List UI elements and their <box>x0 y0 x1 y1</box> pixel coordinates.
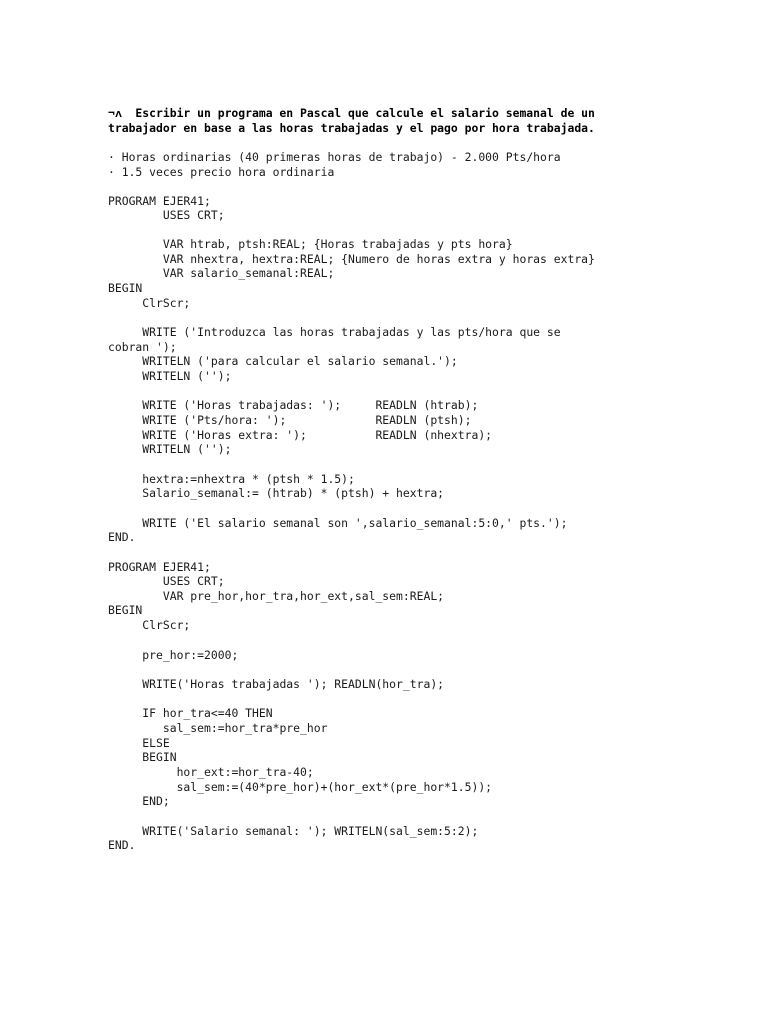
code-line: WRITELN ('para calcular el salario semanal.'); <box>108 354 458 368</box>
code-line: WRITE ('Horas extra: '); READLN (nhextra); <box>108 428 493 442</box>
code-line: WRITELN (''); <box>108 369 232 383</box>
code-line: VAR htrab, ptsh:REAL; {Horas trabajadas y pts hora} <box>108 237 513 251</box>
code-line: pre_hor:=2000; <box>108 648 239 662</box>
bullet-item: · Horas ordinarias (40 primeras horas de trabajo) - 2.000 Pts/hora <box>108 150 561 164</box>
code-line: VAR pre_hor,hor_tra,hor_ext,sal_sem:REAL; <box>108 589 445 603</box>
code-line: PROGRAM EJER41; <box>108 194 211 208</box>
code-line: Salario_semanal:= (htrab) * (ptsh) + hextra; <box>108 486 445 500</box>
code-line: BEGIN <box>108 603 143 617</box>
bullet-item: · 1.5 veces precio hora ordinaria <box>108 165 335 179</box>
intro-mark: ¬ᴧ <box>108 106 122 120</box>
code-line: VAR nhextra, hextra:REAL; {Numero de horas extra y horas extra} <box>108 252 595 266</box>
code-line: IF hor_tra<=40 THEN <box>108 706 273 720</box>
code-line: sal_sem:=(40*pre_hor)+(hor_ext*(pre_hor*1.5)); <box>108 780 493 794</box>
code-line: END; <box>108 794 170 808</box>
code-line: WRITE('Salario semanal: '); WRITELN(sal_sem:5:2); <box>108 824 479 838</box>
code-line: VAR salario_semanal:REAL; <box>108 266 335 280</box>
code-line: ClrScr; <box>108 296 191 310</box>
code-line: ClrScr; <box>108 618 191 632</box>
code-line: hextra:=nhextra * (ptsh * 1.5); <box>108 472 355 486</box>
intro-line-2: trabajador en base a las horas trabajadas y el pago por hora trabajada. <box>108 121 595 135</box>
code-line: hor_ext:=hor_tra-40; <box>108 765 314 779</box>
code-line: WRITE ('Pts/hora: '); READLN (ptsh); <box>108 413 472 427</box>
code-line: ELSE <box>108 736 170 750</box>
code-line: BEGIN <box>108 281 143 295</box>
intro-text-1: Escribir un programa en Pascal que calcule el salario semanal de un <box>121 106 595 120</box>
code-line: USES CRT; <box>108 574 225 588</box>
code-line: USES CRT; <box>108 208 225 222</box>
code-line: WRITE ('Horas trabajadas: '); READLN (htrab); <box>108 398 479 412</box>
code-line: WRITELN (''); <box>108 442 232 456</box>
code-line: PROGRAM EJER41; <box>108 560 211 574</box>
code-line: WRITE ('El salario semanal son ',salario_semanal:5:0,' pts.'); <box>108 516 568 530</box>
code-line: sal_sem:=hor_tra*pre_hor <box>108 721 328 735</box>
code-line: END. <box>108 838 136 852</box>
code-line: cobran '); <box>108 340 177 354</box>
code-line: WRITE('Horas trabajadas '); READLN(hor_tra); <box>108 677 445 691</box>
code-line: WRITE ('Introduzca las horas trabajadas y las pts/hora que se <box>108 325 561 339</box>
code-line: END. <box>108 530 136 544</box>
code-line: BEGIN <box>108 750 177 764</box>
intro-line-1 <box>108 106 595 121</box>
